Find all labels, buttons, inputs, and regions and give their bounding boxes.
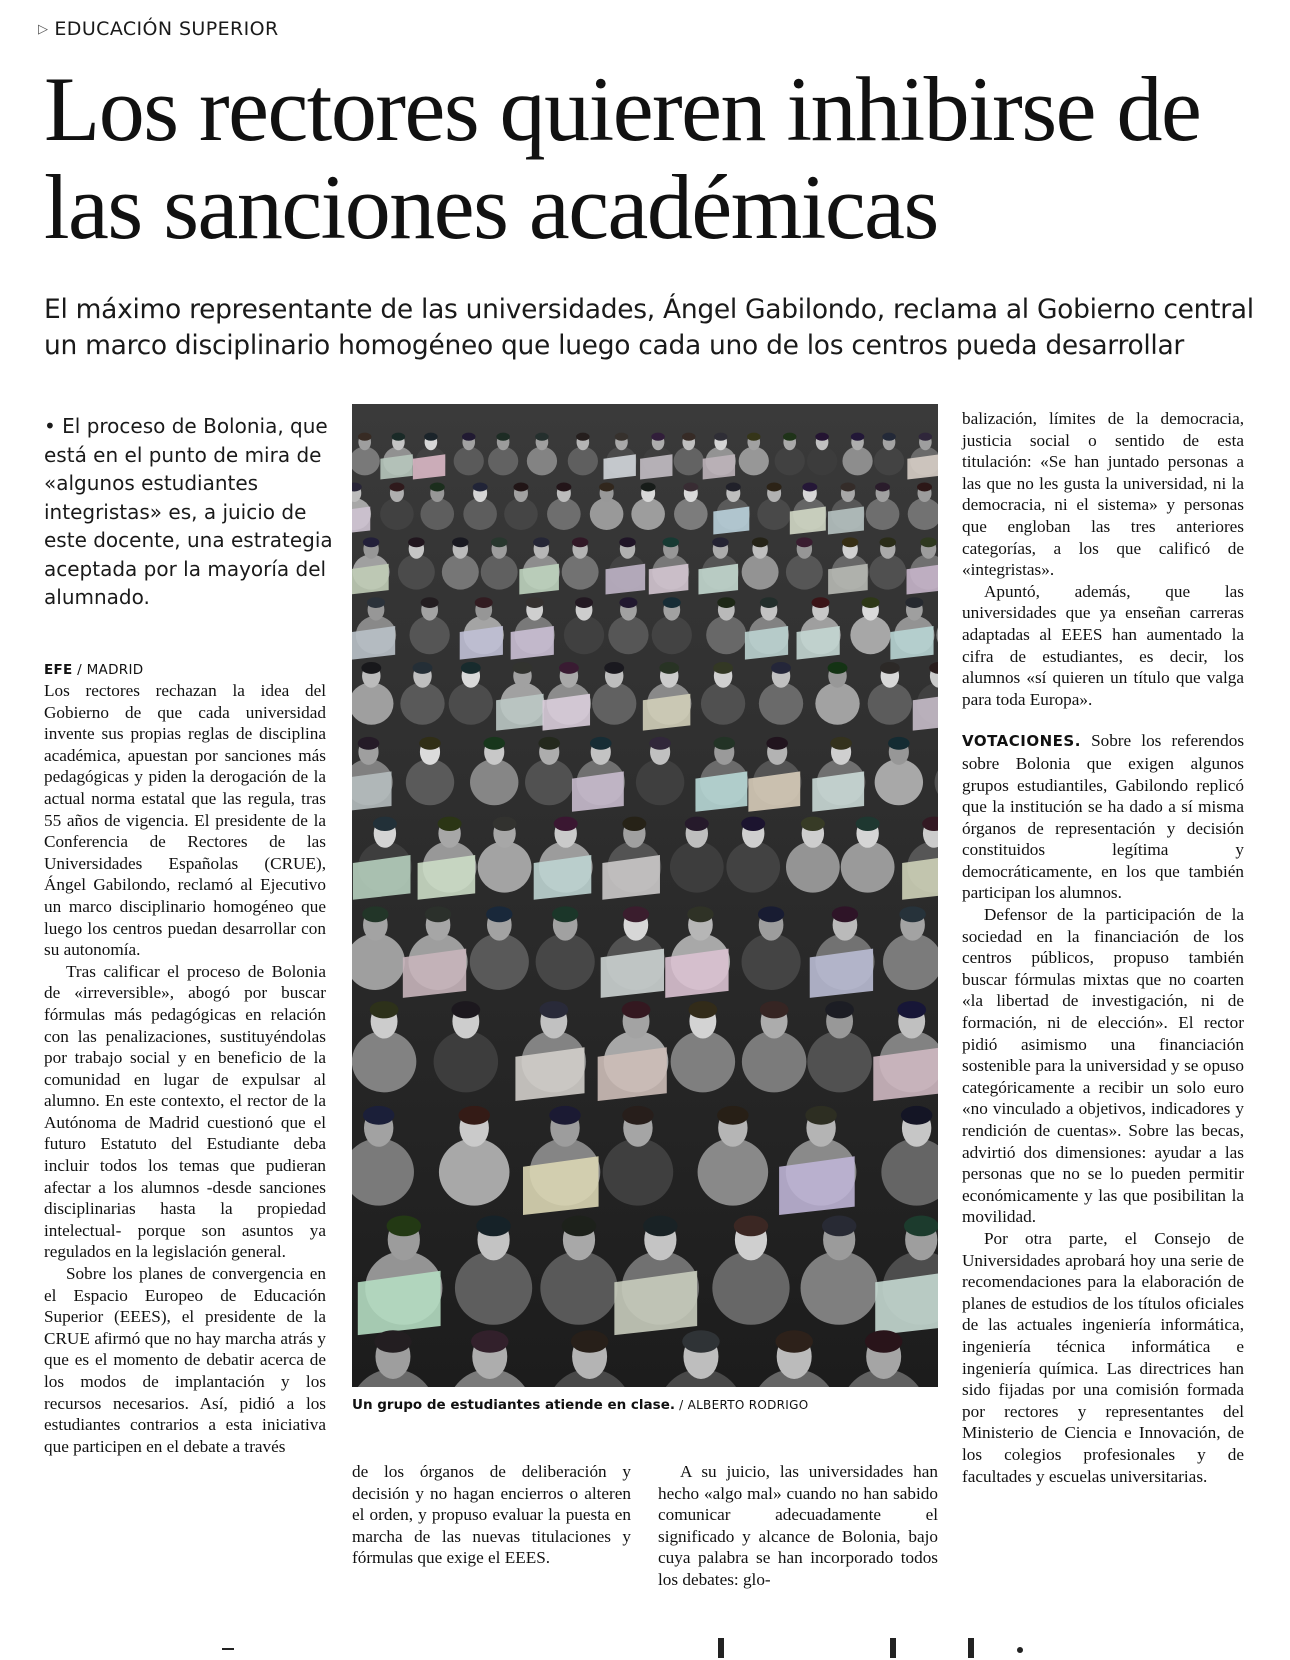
student-hair-shape <box>685 817 709 831</box>
student-hair-shape <box>663 597 681 608</box>
article-column-4 <box>962 408 1244 1487</box>
student-hair-shape <box>362 906 388 922</box>
student-hair-shape <box>496 433 510 441</box>
student-hair-shape <box>825 1001 854 1018</box>
student-hair-shape <box>554 817 578 831</box>
students-lecture-photo <box>352 404 938 1387</box>
student-hair-shape <box>842 537 859 547</box>
student-hair-shape <box>830 737 852 750</box>
student-hair-shape <box>862 597 880 608</box>
desk-shape <box>352 507 370 535</box>
desk-shape <box>352 771 392 811</box>
student-hair-shape <box>760 1001 789 1018</box>
student-hair-shape <box>387 1216 422 1237</box>
student-hair-shape <box>471 1330 509 1353</box>
student-hair-shape <box>713 737 735 750</box>
student-hair-shape <box>801 817 825 831</box>
student-hair-shape <box>880 537 897 547</box>
student-hair-shape <box>571 1330 609 1353</box>
student-hair-shape <box>556 483 571 492</box>
student-hair-shape <box>775 1330 813 1353</box>
student-hair-shape <box>513 662 533 674</box>
body-paragraph: Defensor de la participación de la sociedad en la financiación de los centros públicos, propuso también buscar fórmulas mixtas que no coarten «la libertad de investigación, ni de formación, ni de elección». El rector pidió asimismo una financiación sostenible para la universidad y se opuso categóricamente a recibir un solo euro «no vinculado a objetivos, indicadores y rendición de cuentas». Sobre las becas, advirtió dos dimensiones: ayudar a las personas que no se lo pueden permitir económicamente y las que posibilitan la movilidad. <box>962 905 1244 1227</box>
student-hair-shape <box>734 1216 769 1237</box>
student-hair-shape <box>619 537 636 547</box>
student-hair-shape <box>473 483 488 492</box>
student-hair-shape <box>491 537 508 547</box>
student-hair-shape <box>373 817 397 831</box>
student-hair-shape <box>462 433 476 441</box>
student-hair-shape <box>683 483 698 492</box>
student-hair-shape <box>358 737 380 750</box>
student-hair-shape <box>513 483 528 492</box>
student-hair-shape <box>483 737 505 750</box>
student-hair-shape <box>615 433 629 441</box>
student-hair-shape <box>526 597 544 608</box>
article-column-1 <box>44 680 326 1457</box>
student-hair-shape <box>493 817 517 831</box>
student-hair-shape <box>549 1106 581 1125</box>
student-hair-shape <box>828 662 848 674</box>
student-hair-shape <box>424 433 438 441</box>
article-column-2 <box>352 1461 631 1569</box>
student-hair-shape <box>802 483 817 492</box>
student-hair-shape <box>682 433 696 441</box>
byline-separator: / <box>72 662 87 678</box>
student-hair-shape <box>576 433 590 441</box>
student-hair-shape <box>363 537 380 547</box>
student-hair-shape <box>713 662 733 674</box>
student-hair-shape <box>590 737 612 750</box>
student-hair-shape <box>623 906 649 922</box>
student-hair-shape <box>619 597 637 608</box>
student-hair-shape <box>865 1330 903 1353</box>
body-paragraph: balización, límites de la democracia, justicia social o sentido de esta titulación: «Se han juntado personas a las que no les gusta la universidad, ni la democracia, ni el sistema» y personas que engloban las tres anteriores categorías, a los que calificó de «integristas». <box>962 409 1244 580</box>
student-hair-shape <box>641 483 656 492</box>
student-hair-shape <box>875 483 890 492</box>
photo-image <box>352 404 938 1387</box>
body-paragraph: A su juicio, las universidades han hecho «algo mal» cuando no han sabido comunicar adecuadamente el significado y alcance de Bolonia, bajo cuya palabra se han incorporado todos los debates: glo- <box>658 1462 938 1589</box>
student-hair-shape <box>562 1216 597 1237</box>
headline: Los rectores quieren inhibirse de las sanciones académicas <box>44 58 1201 258</box>
student-hair-shape <box>880 662 900 674</box>
student-hair-shape <box>901 1106 933 1125</box>
student-hair-shape <box>430 483 445 492</box>
caption-credit: ALBERTO RODRIGO <box>687 1398 809 1412</box>
photo-caption <box>352 1397 952 1413</box>
student-hair-shape <box>538 737 560 750</box>
student-hair-shape <box>659 662 679 674</box>
student-hair-shape <box>651 433 665 441</box>
body-paragraph: Por otra parte, el Consejo de Universidades aprobará hoy una serie de recomendaciones para la elaboración de planes de estudios de los títulos oficiales de las actuales ingeniería informática, ingeniería técnica informática e ingeniería química. Las directrices han sido fijadas por una comisión formada por rectores y representantes del Ministerio de Ciencia e Innovación, de los colegios profesionales y de facultades y escuelas universitarias. <box>962 1228 1244 1486</box>
body-text-span: Sobre los referendos sobre Bolonia que exigen algunos grupos estudiantiles, Gabilondo replicó que la institución se ha dado a sí misma órganos de representación y decisión constituidos legítima y democráticamente, en los que también participan los alumnos. <box>962 731 1245 903</box>
scan-artifacts <box>0 1630 1290 1660</box>
body-paragraph: Tras calificar el proceso de Bolonia de «irreversible», abogó por buscar fórmulas más pedagógicas en relación con las penalizaciones, sustituyéndolas por trabajo social y en beneficio de la comunidad en lugar de expulsar al alumno. En este contexto, el rector de la Autónoma de Madrid cuestionó que el futuro Estatuto del Estudiante deba incluir todos los temas que pudieran afectar a los alumnos -desde sanciones disciplinarias hasta la propiedad intelectual- porque son asuntos ya regulados en la legislación general. <box>44 961 326 1262</box>
student-hair-shape <box>687 906 713 922</box>
byline-city: MADRID <box>86 662 144 678</box>
student-hair-shape <box>882 433 896 441</box>
student-hair-shape <box>475 597 493 608</box>
student-hair-shape <box>767 483 782 492</box>
body-paragraph: Los rectores rechazan la idea del Gobierno de que cada universidad invente sus propias reglas de disciplina académica, apuestan por sanciones más pedagógicas y piden la derogación de la actual norma estatal que las regula, tras 55 años de vigencia. El presidente de la Conferencia de Rectores de las Universidades Españolas (CRUE), Ángel Gabilondo, reclamó al Ejecutivo un marco disciplinario homogéneo que luego los centros puedan desarrollar con su autonomía. <box>44 681 326 960</box>
student-hair-shape <box>572 537 589 547</box>
student-hair-shape <box>533 537 550 547</box>
student-hair-shape <box>575 597 593 608</box>
student-hair-shape <box>888 737 910 750</box>
student-hair-shape <box>688 1001 717 1018</box>
student-hair-shape <box>599 483 614 492</box>
student-hair-shape <box>663 537 680 547</box>
student-hair-shape <box>766 737 788 750</box>
student-hair-shape <box>392 433 406 441</box>
section-label <box>38 18 279 40</box>
student-hair-shape <box>917 483 932 492</box>
student-hair-shape <box>741 817 765 831</box>
student-hair-shape <box>783 433 797 441</box>
student-hair-shape <box>374 1330 412 1353</box>
student-hair-shape <box>370 1001 399 1018</box>
student-hair-shape <box>438 817 462 831</box>
student-hair-shape <box>832 906 858 922</box>
student-hair-shape <box>643 1216 678 1237</box>
student-hair-shape <box>752 537 769 547</box>
student-hair-shape <box>747 433 761 441</box>
student-hair-shape <box>476 1216 511 1237</box>
student-hair-shape <box>682 1330 720 1353</box>
caption-text: Un grupo de estudiantes atiende en clase. <box>352 1397 675 1413</box>
byline <box>44 662 143 678</box>
kicker-votaciones: VOTACIONES. <box>962 732 1081 751</box>
student-hair-shape <box>559 662 579 674</box>
student-hair-shape <box>714 433 728 441</box>
student-hair-shape <box>712 537 729 547</box>
student-hair-shape <box>535 433 549 441</box>
student-hair-shape <box>649 737 671 750</box>
student-hair-shape <box>451 1001 480 1018</box>
caption-credit-separator: / <box>674 1398 688 1412</box>
student-hair-shape <box>458 1106 490 1125</box>
student-hair-shape <box>539 1001 568 1018</box>
student-hair-shape <box>815 433 829 441</box>
student-hair-shape <box>760 597 778 608</box>
body-paragraph: de los órganos de deliberación y decisión y no hagan encierros o alteren el orden, y propuso evaluar la puesta en marcha de las nuevas titulaciones y fórmulas que exige el EEES. <box>352 1462 631 1568</box>
student-hair-shape <box>363 1106 395 1125</box>
student-hair-shape <box>622 817 646 831</box>
article-column-3 <box>658 1461 938 1591</box>
student-hair-shape <box>726 483 741 492</box>
student-hair-shape <box>486 906 512 922</box>
student-hair-shape <box>822 1216 857 1237</box>
student-hair-shape <box>717 1106 749 1125</box>
body-paragraph-votaciones <box>962 730 1244 904</box>
student-hair-shape <box>408 537 425 547</box>
body-paragraph: Sobre los planes de convergencia en el Espacio Europeo de Educación Superior (EEES), el presidente de la CRUE afirmó que no hay marcha atrás y que es el momento de debatir acerca de los modos de implantación y los recursos necesarios. Así, pidió a los estudiantes contrarios a esta iniciativa que participen en el debate a través <box>44 1264 326 1456</box>
body-paragraph: Apuntó, además, que las universidades que ya enseñan carreras adaptadas al EEES han aumentado la cifra de estudiantes, es decir, los alumnos «sí quieren un título que valga para toda Europa». <box>962 581 1244 709</box>
desk-shape <box>352 564 389 595</box>
student-hair-shape <box>851 433 865 441</box>
section-arrow-icon: ▷ <box>38 22 49 37</box>
student-hair-shape <box>421 597 439 608</box>
student-hair-shape <box>812 597 830 608</box>
student-hair-shape <box>758 906 784 922</box>
student-hair-shape <box>905 597 923 608</box>
student-hair-shape <box>919 433 933 441</box>
student-hair-shape <box>840 483 855 492</box>
student-hair-shape <box>897 1001 926 1018</box>
student-hair-shape <box>452 537 469 547</box>
student-hair-shape <box>419 737 441 750</box>
student-hair-shape <box>796 537 813 547</box>
student-hair-shape <box>717 597 735 608</box>
student-hair-shape <box>461 662 481 674</box>
student-hair-shape <box>904 1216 938 1237</box>
byline-agency: EFE <box>44 662 73 678</box>
student-hair-shape <box>920 537 937 547</box>
student-hair-shape <box>389 483 404 492</box>
student-hair-shape <box>771 662 791 674</box>
student-hair-shape <box>622 1001 651 1018</box>
student-hair-shape <box>413 662 433 674</box>
student-hair-shape <box>552 906 578 922</box>
student-hair-shape <box>856 817 880 831</box>
student-hair-shape <box>367 597 385 608</box>
student-hair-shape <box>622 1106 654 1125</box>
section-label-text: EDUCACIÓN SUPERIOR <box>54 18 279 40</box>
lead-summary: • El proceso de Bolonia, que está en el punto de mira de «algunos estudiantes integristas» es, a juicio de este docente, una estrategia aceptada por la mayoría del alumnado. <box>44 414 333 609</box>
student-hair-shape <box>361 662 381 674</box>
student-hair-shape <box>358 433 372 441</box>
student-hair-shape <box>425 906 451 922</box>
subheadline: El máximo representante de las universidades, Ángel Gabilondo, reclama al Gobierno central un marco disciplinario homogéneo que luego cada uno de los centros pueda desarrollar <box>44 294 1254 361</box>
student-hair-shape <box>604 662 624 674</box>
student-hair-shape <box>899 906 925 922</box>
student-hair-shape <box>805 1106 837 1125</box>
